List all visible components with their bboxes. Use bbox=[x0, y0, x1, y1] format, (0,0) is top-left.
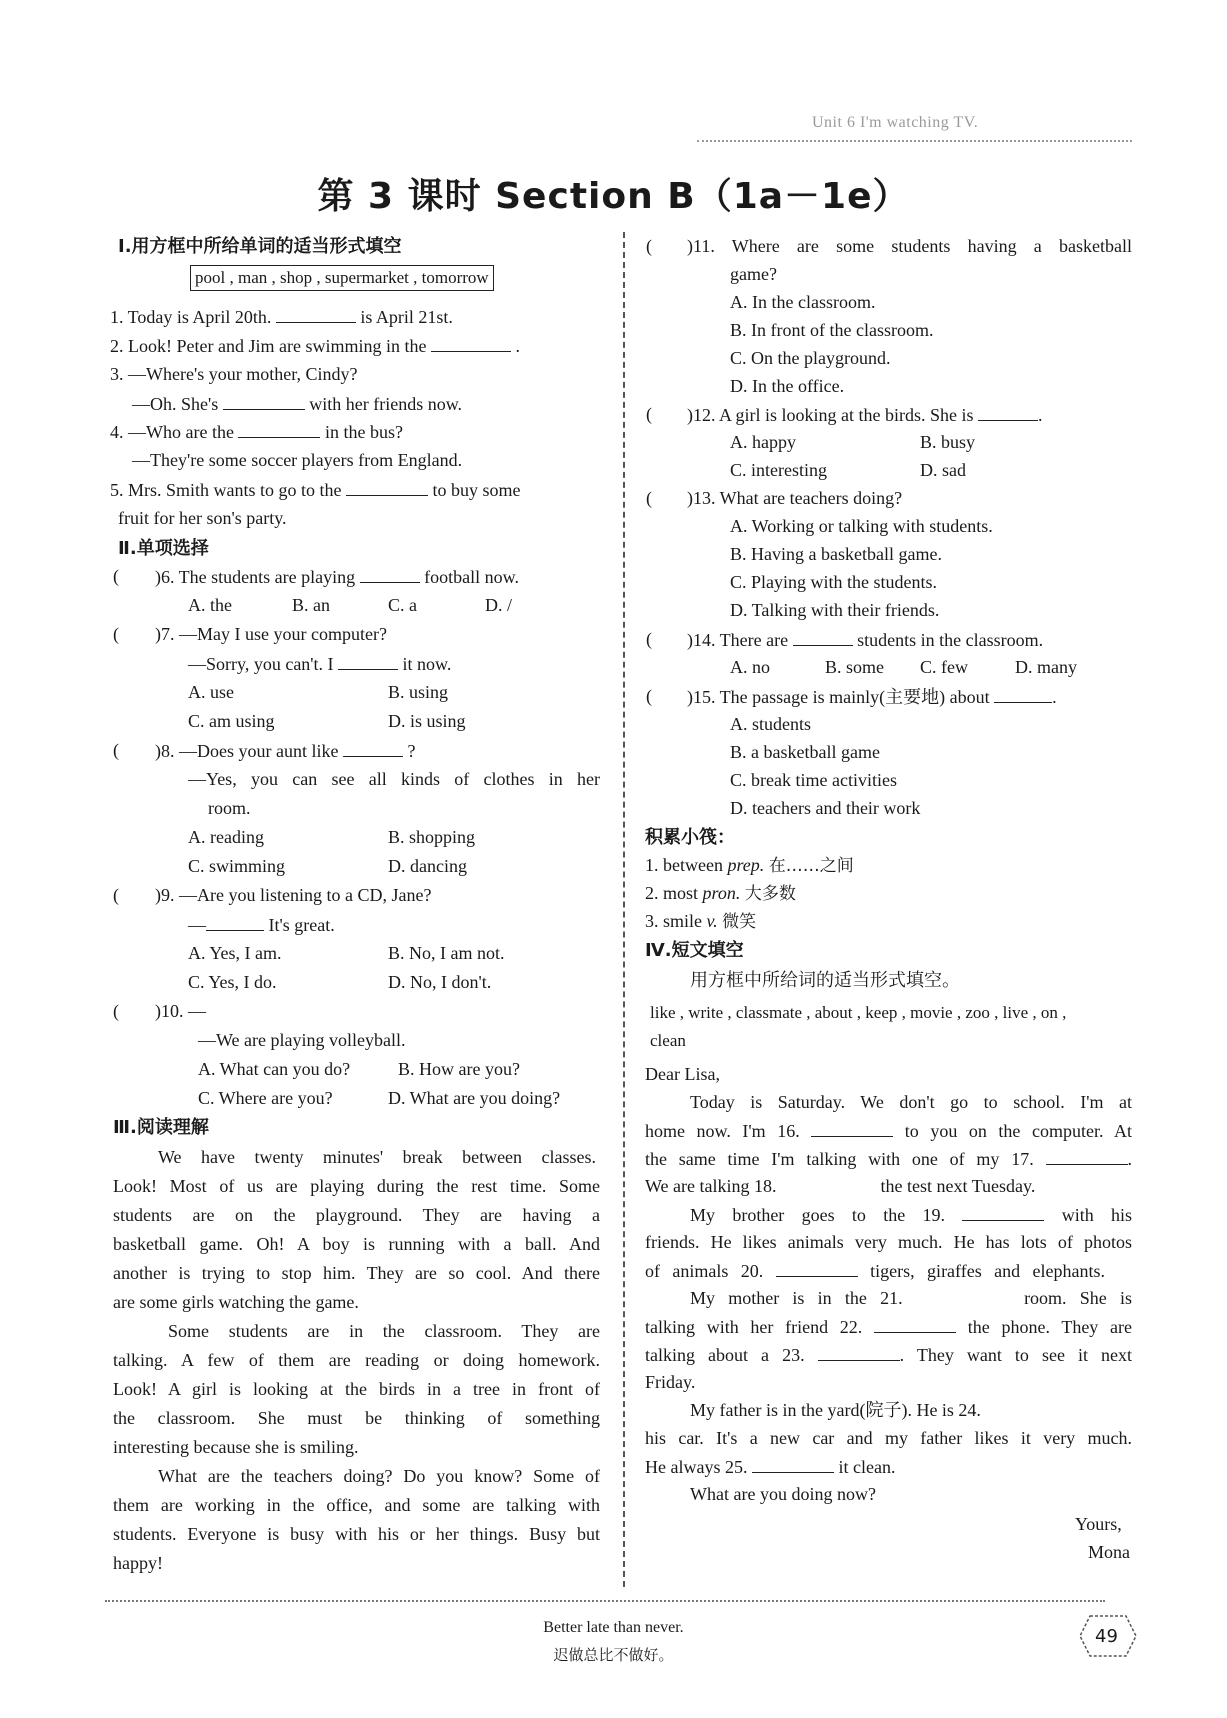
passage-line: We have twenty minutes' break between classes. bbox=[158, 1147, 596, 1167]
answer-paren[interactable]: ( bbox=[646, 686, 652, 706]
answer-paren[interactable]: ( bbox=[646, 488, 652, 508]
letter-text: talking about a 23. bbox=[645, 1345, 805, 1365]
letter-line bbox=[645, 1120, 1132, 1143]
question-2 bbox=[110, 335, 520, 358]
letter-text: room. She is bbox=[1024, 1288, 1132, 1308]
question-text: 5. Mrs. Smith wants to go to the bbox=[110, 480, 342, 500]
letter-text: tigers, giraffes and elephants. bbox=[870, 1261, 1105, 1281]
footer-rule bbox=[105, 1600, 1105, 1602]
option-b[interactable]: B. How are you? bbox=[398, 1059, 520, 1079]
vocab-item bbox=[645, 883, 796, 905]
option-b[interactable]: B. Having a basketball game. bbox=[730, 544, 942, 564]
letter-line bbox=[690, 1204, 1132, 1227]
option-d[interactable]: D. many bbox=[1015, 657, 1077, 677]
passage-line: Look! Most of us are playing during the rest time. Some bbox=[113, 1176, 600, 1196]
question-text: with her friends now. bbox=[309, 394, 463, 414]
answer-blank[interactable] bbox=[343, 740, 403, 757]
answer-blank[interactable] bbox=[776, 1260, 858, 1277]
question-3-answer bbox=[132, 393, 462, 416]
question-text: —Sorry, you can't. I bbox=[188, 654, 334, 674]
option-d[interactable]: D. / bbox=[485, 595, 512, 615]
question-text: )15. The passage is mainly(主要地) about bbox=[687, 687, 990, 707]
page-title: 第 3 课时 Section B（1a－1e） bbox=[317, 176, 910, 217]
question-text: . bbox=[515, 336, 520, 356]
vocab-pos: v. bbox=[706, 911, 718, 931]
option-b[interactable]: B. busy bbox=[920, 432, 976, 452]
vocab-item bbox=[645, 911, 756, 933]
answer-blank[interactable] bbox=[1046, 1148, 1128, 1165]
option-d[interactable]: D. sad bbox=[920, 460, 966, 480]
letter-signature: Mona bbox=[1088, 1542, 1130, 1562]
word-list: clean bbox=[650, 1031, 686, 1050]
letter-greeting: Dear Lisa, bbox=[645, 1064, 720, 1084]
option-d[interactable]: D. is using bbox=[388, 711, 466, 731]
question-13: )13. What are teachers doing? bbox=[687, 488, 903, 508]
vocab-word: 3. smile bbox=[645, 911, 702, 931]
page-number: 49 bbox=[1095, 1626, 1118, 1647]
option-c[interactable]: C. Playing with the students. bbox=[730, 572, 937, 592]
question-text: 2. Look! Peter and Jim are swimming in the bbox=[110, 336, 427, 356]
letter-signoff: Yours, bbox=[1075, 1514, 1122, 1534]
letter-text: the same time I'm talking with one of my 17. bbox=[645, 1149, 1034, 1169]
question-11: )11. Where are some students having a basketball bbox=[687, 236, 1132, 256]
answer-blank[interactable] bbox=[978, 404, 1038, 421]
answer-blank[interactable] bbox=[752, 1456, 834, 1473]
question-text: football now. bbox=[424, 567, 519, 587]
question-9-line2 bbox=[188, 914, 335, 937]
question-4-answer: —They're some soccer players from England. bbox=[132, 450, 463, 470]
option-a[interactable]: A. Yes, I am. bbox=[188, 943, 282, 963]
option-c[interactable]: C. am using bbox=[188, 711, 275, 731]
question-text: )12. A girl is looking at the birds. She is bbox=[687, 405, 974, 425]
question-9: )9. —Are you listening to a CD, Jane? bbox=[155, 885, 432, 905]
question-3: 3. —Where's your mother, Cindy? bbox=[110, 364, 358, 384]
letter-text: the test next Tuesday. bbox=[880, 1176, 1036, 1196]
passage-line: Look! A girl is looking at the birds in a tree in front of bbox=[113, 1379, 600, 1399]
option-b[interactable]: B. using bbox=[388, 682, 449, 702]
letter-line: friends. He likes animals very much. He has lots of photos bbox=[645, 1232, 1132, 1252]
section-3-heading: Ⅲ.阅读理解 bbox=[113, 1117, 209, 1138]
question-1 bbox=[110, 306, 453, 329]
option-d[interactable]: D. No, I don't. bbox=[388, 972, 492, 992]
answer-blank[interactable] bbox=[962, 1204, 1044, 1221]
answer-paren[interactable]: ( bbox=[113, 740, 119, 760]
answer-blank[interactable] bbox=[206, 914, 264, 931]
vocab-pos: pron. bbox=[702, 883, 741, 903]
option-a[interactable]: A. Working or talking with students. bbox=[730, 516, 993, 536]
option-a[interactable]: A. happy bbox=[730, 432, 796, 452]
letter-line bbox=[690, 1288, 1132, 1310]
answer-blank[interactable] bbox=[338, 653, 398, 670]
question-8-line2: —Yes, you can see all kinds of clothes in her bbox=[188, 769, 600, 789]
question-10: )10. — bbox=[155, 1001, 206, 1021]
option-c[interactable]: C. a bbox=[388, 595, 417, 615]
answer-blank[interactable] bbox=[793, 629, 853, 646]
passage-line: What are the teachers doing? Do you know? Some of bbox=[158, 1466, 600, 1486]
letter-text: My mother is in the 21. bbox=[690, 1288, 903, 1308]
option-d[interactable]: D. dancing bbox=[388, 856, 467, 876]
letter-text: with his bbox=[1061, 1205, 1132, 1225]
question-text: to buy some bbox=[432, 480, 521, 500]
question-6 bbox=[155, 566, 519, 589]
vocab-meaning: 大多数 bbox=[744, 884, 796, 904]
question-text: in the bus? bbox=[324, 422, 403, 442]
question-14 bbox=[687, 629, 1043, 652]
answer-paren[interactable]: ( bbox=[113, 566, 119, 586]
option-a[interactable]: A. no bbox=[730, 657, 770, 677]
question-7: )7. —May I use your computer? bbox=[155, 624, 387, 644]
passage-line: students. Everyone is busy with his or her things. Busy but bbox=[113, 1524, 600, 1544]
running-header: Unit 6 I'm watching TV. bbox=[812, 114, 979, 131]
vocab-meaning: 在……之间 bbox=[768, 856, 854, 876]
answer-blank[interactable] bbox=[238, 421, 320, 438]
answer-blank[interactable] bbox=[994, 686, 1052, 703]
letter-text: to you on the computer. At bbox=[904, 1121, 1132, 1141]
question-text: students in the classroom. bbox=[857, 630, 1044, 650]
vocab-meaning: 微笑 bbox=[722, 912, 757, 932]
passage-line: them are working in the office, and some are talking with bbox=[113, 1495, 600, 1515]
option-a[interactable]: A. reading bbox=[188, 827, 264, 847]
letter-line bbox=[645, 1260, 1105, 1283]
word-list: like , write , classmate , about , keep , movie , zoo , live , on , bbox=[650, 1003, 1067, 1022]
question-5-cont: fruit for her son's party. bbox=[118, 508, 287, 528]
question-text: )14. There are bbox=[687, 630, 789, 650]
answer-blank[interactable] bbox=[346, 479, 428, 496]
letter-text: home now. I'm 16. bbox=[645, 1121, 800, 1141]
vocab-heading: 积累小筏： bbox=[645, 827, 735, 848]
letter-text: He always 25. bbox=[645, 1457, 748, 1477]
question-text: )8. —Does your aunt like bbox=[155, 741, 339, 761]
option-a[interactable]: A. In the classroom. bbox=[730, 292, 876, 312]
option-b[interactable]: B. No, I am not. bbox=[388, 943, 505, 963]
question-11-line2: game? bbox=[730, 264, 777, 284]
section-4-heading: Ⅳ.短文填空 bbox=[645, 940, 744, 961]
letter-text: We are talking 18. bbox=[645, 1176, 777, 1196]
option-a[interactable]: A. students bbox=[730, 714, 811, 734]
letter-text: the phone. They are bbox=[967, 1317, 1132, 1337]
answer-blank[interactable] bbox=[818, 1344, 900, 1361]
passage-line: basketball game. Oh! A boy is running with a ball. And bbox=[113, 1234, 600, 1254]
letter-text: it clean. bbox=[838, 1457, 896, 1477]
option-a[interactable]: A. the bbox=[188, 595, 232, 615]
letter-line bbox=[645, 1316, 1132, 1339]
question-text: . bbox=[1038, 405, 1043, 425]
answer-paren[interactable]: ( bbox=[113, 885, 119, 905]
section-2-heading: Ⅱ.单项选择 bbox=[118, 538, 209, 559]
passage-line: talking. A few of them are reading or doing homework. bbox=[113, 1350, 600, 1370]
letter-line: Today is Saturday. We don't go to school. I'm at bbox=[690, 1092, 1132, 1112]
vocab-pos: prep. bbox=[727, 855, 765, 875]
option-d[interactable]: D. In the office. bbox=[730, 376, 845, 396]
question-text: — bbox=[188, 915, 206, 935]
answer-blank[interactable] bbox=[360, 566, 420, 583]
vocab-word: 1. between bbox=[645, 855, 723, 875]
passage-line: the classroom. She must be thinking of something bbox=[113, 1408, 600, 1428]
question-text: It's great. bbox=[268, 915, 335, 935]
question-text: it now. bbox=[402, 654, 452, 674]
answer-paren[interactable]: ( bbox=[113, 624, 119, 644]
passage-line: happy! bbox=[113, 1553, 163, 1573]
question-text: 4. —Who are the bbox=[110, 422, 234, 442]
option-a[interactable]: A. What can you do? bbox=[198, 1059, 351, 1079]
vocab-word: 2. most bbox=[645, 883, 699, 903]
option-c[interactable]: C. interesting bbox=[730, 460, 827, 480]
passage-line: interesting because she is smiling. bbox=[113, 1437, 359, 1457]
header-rule bbox=[697, 140, 1132, 142]
letter-text: talking with her friend 22. bbox=[645, 1317, 863, 1337]
question-text: . bbox=[1052, 687, 1057, 707]
question-text: is April 21st. bbox=[360, 307, 453, 327]
option-b[interactable]: B. an bbox=[292, 595, 330, 615]
question-4 bbox=[110, 421, 403, 444]
letter-line: What are you doing now? bbox=[690, 1484, 876, 1504]
answer-paren[interactable]: ( bbox=[646, 236, 652, 256]
option-c[interactable]: C. break time activities bbox=[730, 770, 897, 790]
answer-blank[interactable] bbox=[223, 393, 305, 410]
question-12 bbox=[687, 404, 1043, 427]
letter-line: My father is in the yard(院子). He is 24. bbox=[690, 1400, 981, 1420]
question-8-line3: room. bbox=[208, 798, 251, 818]
answer-paren[interactable]: ( bbox=[646, 629, 652, 649]
answer-blank[interactable] bbox=[811, 1120, 893, 1137]
option-c[interactable]: C. Where are you? bbox=[198, 1088, 333, 1108]
answer-paren[interactable]: ( bbox=[646, 404, 652, 424]
option-c[interactable]: C. swimming bbox=[188, 856, 286, 876]
answer-blank[interactable] bbox=[276, 306, 356, 323]
vocab-item bbox=[645, 855, 854, 877]
letter-text: of animals 20. bbox=[645, 1261, 764, 1281]
option-d[interactable]: D. Talking with their friends. bbox=[730, 600, 940, 620]
letter-text: . They want to see it next bbox=[899, 1345, 1132, 1365]
answer-paren[interactable]: ( bbox=[113, 1001, 119, 1021]
footer-motto: Better late than never. bbox=[543, 1619, 684, 1636]
question-5 bbox=[110, 479, 521, 502]
question-7-line2 bbox=[188, 653, 451, 676]
option-b[interactable]: B. some bbox=[825, 657, 885, 677]
option-b[interactable]: B. In front of the classroom. bbox=[730, 320, 934, 340]
passage-line: Some students are in the classroom. They are bbox=[168, 1321, 600, 1341]
question-15 bbox=[687, 686, 1057, 709]
letter-line: his car. It's a new car and my father likes it very much. bbox=[645, 1428, 1132, 1448]
option-b[interactable]: B. a basketball game bbox=[730, 742, 880, 762]
question-10-line2: —We are playing volleyball. bbox=[198, 1030, 406, 1050]
question-text: 1. Today is April 20th. bbox=[110, 307, 272, 327]
letter-line: Friday. bbox=[645, 1372, 696, 1392]
instruction: 用方框中所给词的适当形式填空。 bbox=[690, 970, 960, 991]
letter-text: . bbox=[1127, 1149, 1132, 1169]
option-c[interactable]: C. On the playground. bbox=[730, 348, 891, 368]
option-d[interactable]: D. What are you doing? bbox=[388, 1088, 561, 1108]
passage-line: are some girls watching the game. bbox=[113, 1292, 359, 1312]
question-text: —Oh. She's bbox=[132, 394, 219, 414]
letter-line bbox=[645, 1456, 895, 1479]
option-c[interactable]: C. Yes, I do. bbox=[188, 972, 277, 992]
option-b[interactable]: B. shopping bbox=[388, 827, 476, 847]
letter-line bbox=[645, 1176, 1035, 1198]
option-d[interactable]: D. teachers and their work bbox=[730, 798, 921, 818]
question-text: ? bbox=[407, 741, 416, 761]
option-c[interactable]: C. few bbox=[920, 657, 968, 677]
question-text: )6. The students are playing bbox=[155, 567, 356, 587]
answer-blank[interactable] bbox=[431, 335, 511, 352]
word-box: pool , man , shop , supermarket , tomorrow bbox=[190, 265, 494, 291]
passage-line: students are on the playground. They are having a bbox=[113, 1205, 600, 1225]
passage-line: another is trying to stop him. They are so cool. And there bbox=[113, 1263, 600, 1283]
letter-line bbox=[645, 1344, 1132, 1367]
section-1-heading: Ⅰ.用方框中所给单词的适当形式填空 bbox=[118, 236, 402, 257]
letter-line bbox=[645, 1148, 1132, 1171]
column-divider bbox=[623, 232, 625, 1587]
letter-text: My brother goes to the 19. bbox=[690, 1205, 946, 1225]
option-a[interactable]: A. use bbox=[188, 682, 234, 702]
footer-motto-cn: 迟做总比不做好。 bbox=[553, 1646, 674, 1664]
question-8 bbox=[155, 740, 415, 763]
answer-blank[interactable] bbox=[874, 1316, 956, 1333]
